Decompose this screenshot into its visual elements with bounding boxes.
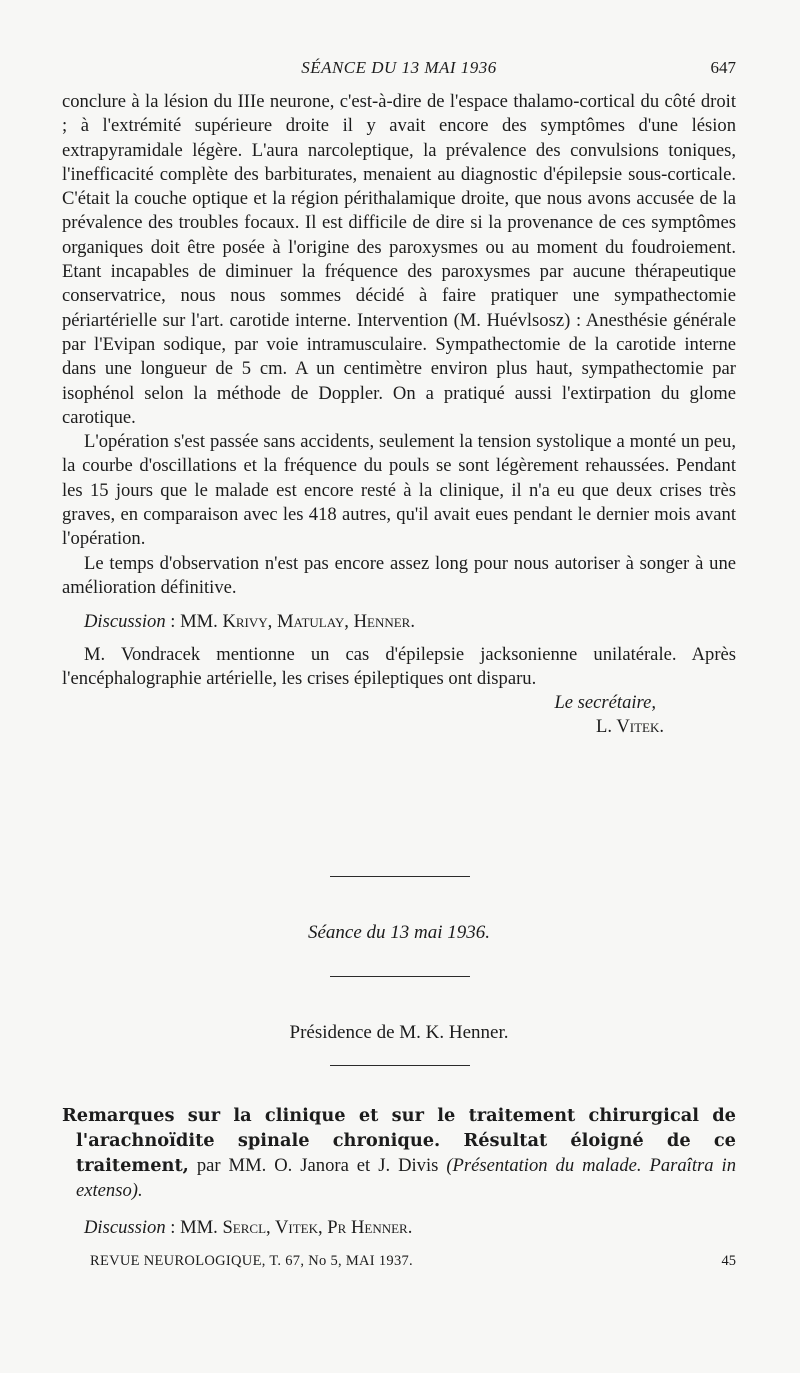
section-divider <box>330 1065 470 1066</box>
body-paragraph: conclure à la lésion du IIIe neurone, c'est-à-dire de l'espace thalamo-cortical du côté droit ; à l'extrémité supérieure droite il y avait encore des symptômes d'une lésion extrapyramidale légère. L'aura narcoleptique, la prévalence des convulsions toniques, l'inefficacité complète des barbiturates, menaient au diagnostic d'épilepsie sous-corticale. C'était la couche optique et la région périthalamique droite, que nous avons accusée de la prévalence des troubles focaux. Il est difficile de dire si la provenance de ces symptômes organiques doit être posée à l'origine des paroxysmes ou au moment du foudroiement. Etant incapables de diminuer la fréquence des paroxysmes par aucune thérapeutique conservatrice, nous nous sommes décidé à faire pratiquer une sympathectomie périartérielle sur l'art. carotide interne. Intervention (M. Huévlsosz) : Anesthésie générale par l'Evipan sodique, par voie intramusculaire. Sympathectomie de la carotide interne dans une longueur de 5 cm. A un centimètre environ plus haut, sympathectomie par isophénol selon la méthode de Doppler. On a pratiqué aussi l'extirpation du glome carotique. <box>62 91 736 428</box>
page-number: 647 <box>710 58 736 77</box>
discussion-label: Discussion <box>84 611 166 633</box>
discussion-line <box>62 610 736 634</box>
paper-discussion-names: : MM. Sercl, Vitek, Pr Henner. <box>170 1217 413 1238</box>
signature-role: Le secrétaire, <box>554 692 656 714</box>
paper-title: Remarques sur la clinique et sur le traitement chirurgical de l'arachnoïdite spinale chronique. Résultat éloigné de ce traitement, <box>62 1105 736 1176</box>
signature-name: L. Vitek. <box>596 716 664 738</box>
body-paragraph: L'opération s'est passée sans accidents, seulement la tension systolique a monté un peu, la courbe d'oscillations et la fréquence du pouls se sont légèrement rehaussées. Pendant les 15 jours que le malade est encore resté à la clinique, il n'a eu que deux crises très graves, en comparaison avec les 418 autres, qu'il avait eues pendant le dernier mois avant l'opération. <box>62 431 736 550</box>
body-paragraph: Le temps d'observation n'est pas encore assez long pour nous autoriser à songer à une amélioration définitive. <box>62 552 736 598</box>
session-heading: Séance du 13 mai 1936. <box>307 922 491 943</box>
paper-discussion-label: Discussion <box>84 1217 166 1238</box>
paper-title-paragraph <box>62 1103 736 1203</box>
signature-block <box>62 691 664 739</box>
paper-byline: par MM. O. Janora et J. Divis <box>196 1155 439 1176</box>
paper-discussion-line <box>62 1215 736 1240</box>
journal-citation: REVUE NEUROLOGIQUE, T. 67, No 5, MAI 1937. <box>90 1253 413 1269</box>
running-head <box>62 58 736 84</box>
session-presidency: Présidence de M. K. Henner. <box>289 1022 509 1043</box>
page-footer <box>90 1253 736 1275</box>
discussion-names: : MM. Krivy, Matulay, Henner. <box>170 611 415 633</box>
section-divider <box>330 876 470 877</box>
section-divider <box>330 976 470 977</box>
signature-mark: 45 <box>721 1253 736 1269</box>
running-head-title: SÉANCE DU 13 MAI 1936 <box>301 58 497 77</box>
mention-paragraph: M. Vondracek mentionne un cas d'épilepsie jacksonienne unilatérale. Après l'encéphalographie artérielle, les crises épileptiques ont disparu. <box>62 643 736 689</box>
continued-article-body <box>62 90 736 739</box>
paper-note: (Présentation du malade. Paraîtra in extenso). <box>76 1155 736 1201</box>
paper-entry <box>62 1103 736 1240</box>
